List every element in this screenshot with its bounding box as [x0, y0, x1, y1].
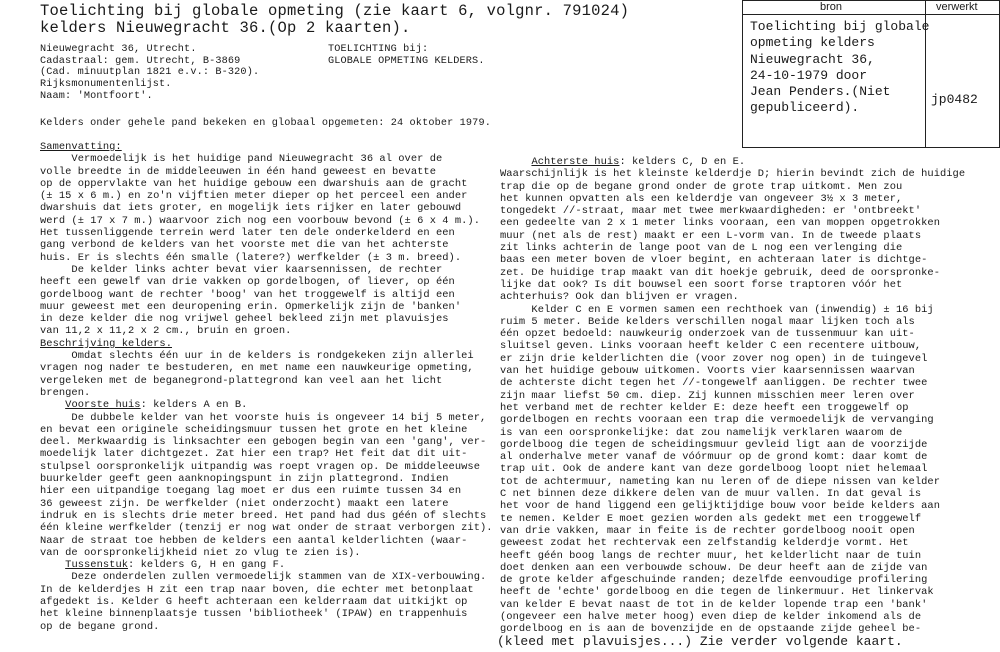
explanation-heading: TOELICHTING bij: [328, 44, 429, 55]
voorste-huis-heading-rest: : kelders A en B. [140, 399, 248, 412]
continuation-note: (kleed met plavuisjes...) Zie verder volgende kaart. [497, 634, 903, 649]
beschrijving-text: Omdat slechts één uur in de kelders is rondgekeken zijn allerlei vragen nog nader te bestuderen, en met name een nauwkeurige opmeting, vergeleken met de beganegrond-plattegrond kan veel aan het licht brengen. [40, 350, 474, 399]
intro-line: Kelders onder gehele pand bekeken en globaal opgemeten: 24 oktober 1979. [40, 118, 491, 129]
archive-code: jp0482 [931, 92, 978, 107]
voorste-huis-text: De dubbele kelder van het voorste huis is ongeveer 14 bij 5 meter, en bevat een originele scheidingsmuur tussen het grote en het kleine deel. Merkwaardig is linksachter een gebogen begin van een 'gang', ver- moedelijk later dichtgezet. Zat hier een trap? Het feit dat dit uit- stulpsel oorspronkelijk uitpandig was roept vragen op. De middeleeuwse buurkelder geeft geen aanknopingspunt in zijn plattegrond. Indien hier een uitpandige toegang lag moet er dus een ruimte tussen 34 en 36 geweest zijn. De werfkelder (niet onderzocht) maakt een latere indruk en is slechts drie meter breed. Het pand had dus géén of slechts één kleine werfkelder (tenzij er nog wat onder de straat verborgen zit). Naar de straat toe hebben de kelders een aantal kelderlichten (waar- van de oorspronkelijkheid niet zo vlug te zien is). [40, 411, 493, 559]
explanation-label [328, 44, 485, 67]
address-cadastral-info: Nieuwegracht 36, Utrecht. Cadastraal: gem. Utrecht, B-3869 (Cad. minuutplan 1821 e.v.: B-320). Rijksmonumentenlijst. Naam: 'Montfoort'. [40, 44, 260, 102]
source-description: Toelichting bij globale opmeting kelders Nieuwegracht 36, 24-10-1979 door Jean Penders.(Niet gepubliceerd). [750, 19, 930, 116]
beschrijving-heading: Beschrijving kelders. [40, 337, 172, 350]
tussenstuk-text: Deze onderdelen zullen vermoedelijk stammen van de XIX-verbouwing. In de kelderdjes H zit een trap naar boven, die echter met betonplaat afgedekt is. Kelder G heeft achteraan een kelderraam dat uitkijkt op het kleine binnenplaatsje tussen 'bibliotheek' (IPAW) en trappenhuis op de begane grond. [40, 571, 487, 633]
tussenstuk-heading: Tussenstuk [65, 559, 129, 572]
source-box-header-rule [742, 14, 1000, 15]
samenvatting-text: Vermoedelijk is het huidige pand Nieuwegracht 36 al over de volle breedte in de middeleeuwen in één hand geweest en bevatte op de oppervlakte van het huidige gebouw een dwarshuis aan de gracht (± 15 x 6 m.) en zo'n vijftien meter dieper op het perceel een ander dwarshuis dat iets groter, en mogelijk iets rijker en later gebouwd werd (± 17 x 7 m.) waarvoor zich nog een voorbouw bevond (± 6 x 4 m.). Het tussenliggende terrein werd later ten dele onderkelderd en een gang verbond de kelders van het voorste met die van het achterste huis. Er is slechts één smalle (latere?) werfkelder (± 3 m. breed). De kelder links achter bevat vier kaarsennissen, de rechter heeft een gewelf van drie vakken op gordelbogen, of liever, op één gordelboog want de rechter 'boog' van het troggewelf is altijd een muur geweest met een deuropening erin. Opmerkelijk zijn de 'banken' in deze kelder die nog vrijwel geheel bekleed zijn met plavuisjes van 11,2 x 11,2 x 2 cm., bruin en groen. [40, 153, 480, 338]
verwerkt-header: verwerkt [936, 1, 978, 13]
document-title-line-2: kelders Nieuwegracht 36.(Op 2 kaarten). [40, 19, 411, 37]
source-index-box [742, 0, 1000, 148]
achterste-huis-heading: Achterste huis [531, 156, 620, 168]
samenvatting-heading: Samenvatting: [40, 141, 122, 153]
tussenstuk-heading-rest: : kelders G, H en gang F. [128, 559, 286, 572]
explanation-subheading: GLOBALE OPMETING KELDERS. [328, 55, 485, 67]
left-column [40, 141, 493, 633]
achterste-huis-text: Waarschijnlijk is het kleinste kelderdje D; hierin bevindt zich de huidige trap die op de begane grond onder de grote trap uitkomt. Men zou het kunnen opvatten als een kelderdje van ongeveer 3½ x 3 meter, tongedekt //-straat, maar met twee merkwaardigheden: er 'ontbreekt' een gedeelte van 2 x 1 meter links vooraan, een van moppen opgetrokken muur (net als de rest) maakt er een L-vorm van. In de tweede plaats zit links achterin de lange poot van de L nog een verlenging die baas een meter boven de vloer begint, en achteraan later is dichtge- zet. De huidige trap maakt van dit hoekje gebruik, deed de oorspronke- lijke dat ook? Is dit bouwsel een soort forse traptoren vóór het achterhuis? Ook dan blijven er vragen. Kelder C en E vormen samen een rechthoek van (inwendig) ± 16 bij ruim 5 meter. Beide kelders verschillen nogal maar lijken toch als één opzet bedoeld: nauwkeurig onderzoek van de tussenmuur kan uit- sluitsel geven. Links vooraan heeft kelder C een recentere uitbouw, er zijn drie kelderlichten die (voor zover nog open) in de tuingevel van het huidige gebouw uitkomen. Voorts vier kaarsennissen waarvan de achterste dicht tegen het //-tongewelf aanliggen. De rechter twee zijn maar liefst 50 cm. diep. Zij kunnen misschien meer leren over het verband met de rechter kelder E: deze heeft een troggewelf op gordelbogen en rechts vooraan een trap die vermoedelijk de vervanging is van een oorspronkelijke: dat zou namelijk verklaren waarom de gordelboog die tegen de scheidingsmuur gevleid ligt aan de voorzijde al onderhalve meter vanaf de vóórmuur op de grond komt: daar komt de trap uit. Ook de andere kant van deze gordelboog loopt niet helemaal tot de achtermuur, nameting kan nu leren of de diepe nissen van kelder C net binnen deze dikkere delen van de muur vallen. In dat geval is het voor de hand liggend een gelijktijdige bouw voor beide kelders aan te nemen. Kelder E moet gezien worden als gedekt met een troggewelf van drie vakken, maar in feite is de rechter gordelboog nooit open geweest zodat het rechtervak een zelfstandig kelderdje vormt. Het heeft géén boog langs de rechter muur, het kelderlicht naar de tuin doet denken aan een verbouwde schouw. De deur heeft aan de zijde van de grote kelder afgeschuinde randen; dezelfde eenvoudige profilering heeft de 'echte' gordelboog en die tegen de linkermuur. Het linkervak van kelder E bevat naast de tot in de kelder lopende trap een 'bank' (ongeveer een halve meter hoog) even diep de kelder inkomend als de gordelboog en is aan de bovenzijde en de opstaande zijde geheel be- [500, 168, 966, 636]
document-title-line-1: Toelichting bij globale opmeting (zie kaart 6, volgnr. 791024) [40, 2, 630, 20]
bron-header: bron [820, 1, 843, 13]
achterste-huis-heading-rest: : kelders C, D en E. [619, 156, 746, 168]
voorste-huis-heading: Voorste huis [65, 399, 141, 412]
right-column [500, 156, 965, 636]
